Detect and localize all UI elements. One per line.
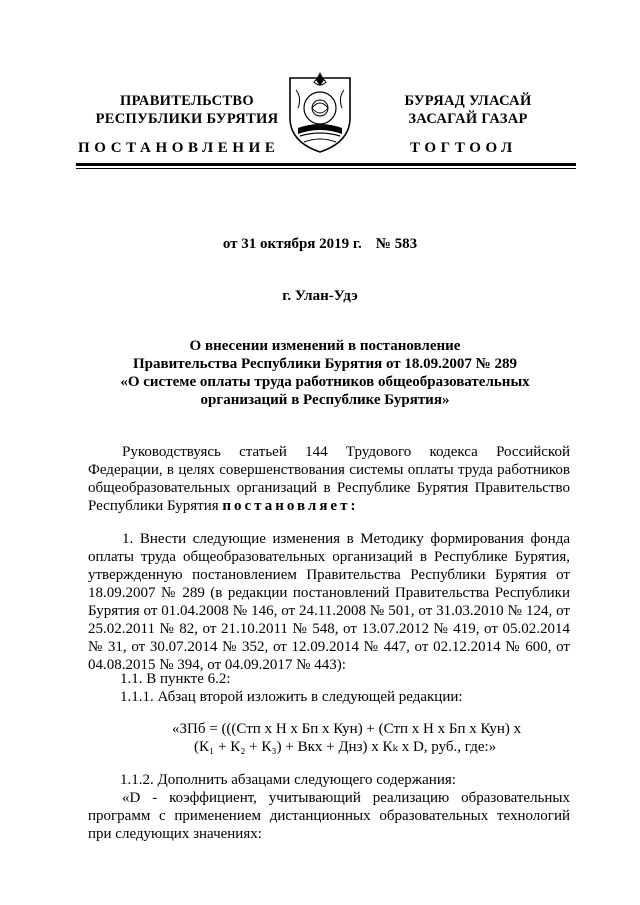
header-rule-thin xyxy=(76,168,576,169)
doc-type-ru: ПОСТАНОВЛЕНИЕ xyxy=(78,140,280,156)
title-line4: организаций в Республике Бурятия» xyxy=(200,392,450,408)
formula-line1: «ЗПб = (((Стп х Н х Бп х Кун) + (Стп х Н х Бп х Кун) х xyxy=(172,721,522,737)
title-line3: «О системе оплаты труда работников общеобразовательных xyxy=(120,374,530,390)
item-1-1-2-paragraph: 1.1.2. Дополнить абзацами следующего содержания: xyxy=(120,772,456,788)
decree-number: № 583 xyxy=(375,236,418,252)
item-1-1-paragraph: 1.1. В пункте 6.2: xyxy=(120,671,231,687)
preamble-paragraph xyxy=(88,443,570,515)
preamble-text: Руководствуясь статьей 144 Трудового кодекса Российской Федерации, в целях совершенствования системы оплаты труда работников общеобразовательных организаций в Республике Бурятия Правительство Республики Бурятия xyxy=(88,444,570,514)
issuer-ru-line1: ПРАВИТЕЛЬСТВО xyxy=(120,93,254,109)
city: г. Улан-Удэ xyxy=(282,288,358,304)
issuer-ru-line2: РЕСПУБЛИКИ БУРЯТИЯ xyxy=(95,111,279,127)
decree-word: постановляет: xyxy=(222,498,359,514)
issuer-bua-line2: ЗАСАГАЙ ГАЗАР xyxy=(408,111,528,127)
item-1-1-1-paragraph: 1.1.1. Абзац второй изложить в следующей редакции: xyxy=(120,689,463,705)
salary-formula xyxy=(150,720,560,756)
issuer-bua-line1: БУРЯАД УЛАСАЙ xyxy=(404,93,532,109)
date-number-line xyxy=(0,236,640,253)
doc-type-bua: ТОГТООЛ xyxy=(410,140,517,156)
title-line1: О внесении изменений в постановление xyxy=(189,338,461,354)
document-title xyxy=(90,337,560,409)
item-1-paragraph: 1. Внести следующие изменения в Методику формирования фонда оплаты труда общеобразовательных организаций в Республике Бурятия, утвержденную постановлением Правительства Республики Бурятия от 18.09.2007 № 289 (в редакции постановлений Правительства Республики Бурятия от 01.04.2008 № 146, от 24.11.2008 № 501, от 31.03.2010 № 124, от 25.02.2011 № 82, от 21.10.2011 № 548, от 13.07.2012 № 419, от 05.02.2014 № 31, от 30.07.2014 № 352, от 12.09.2014 № 447, от 02.12.2014 № 600, от 04.08.2015 № 394, от 04.09.2017 № 443): xyxy=(88,531,570,673)
formula-line2: (К₁ + К₂ + К₃) + Вкх + Днз) х Кₖ х D, руб., где:» xyxy=(194,739,497,755)
d-definition-paragraph: «D - коэффициент, учитывающий реализацию образовательных программ с применением дистанционных образовательных технологий при следующих значениях: xyxy=(88,790,570,842)
decree-date: от 31 октября 2019 г. xyxy=(222,236,362,252)
header-rule-thick xyxy=(76,163,576,166)
title-line2: Правительства Республики Бурятия от 18.09.2007 № 289 xyxy=(132,356,517,372)
issuer-ru xyxy=(82,92,292,128)
issuer-bua xyxy=(368,92,568,128)
